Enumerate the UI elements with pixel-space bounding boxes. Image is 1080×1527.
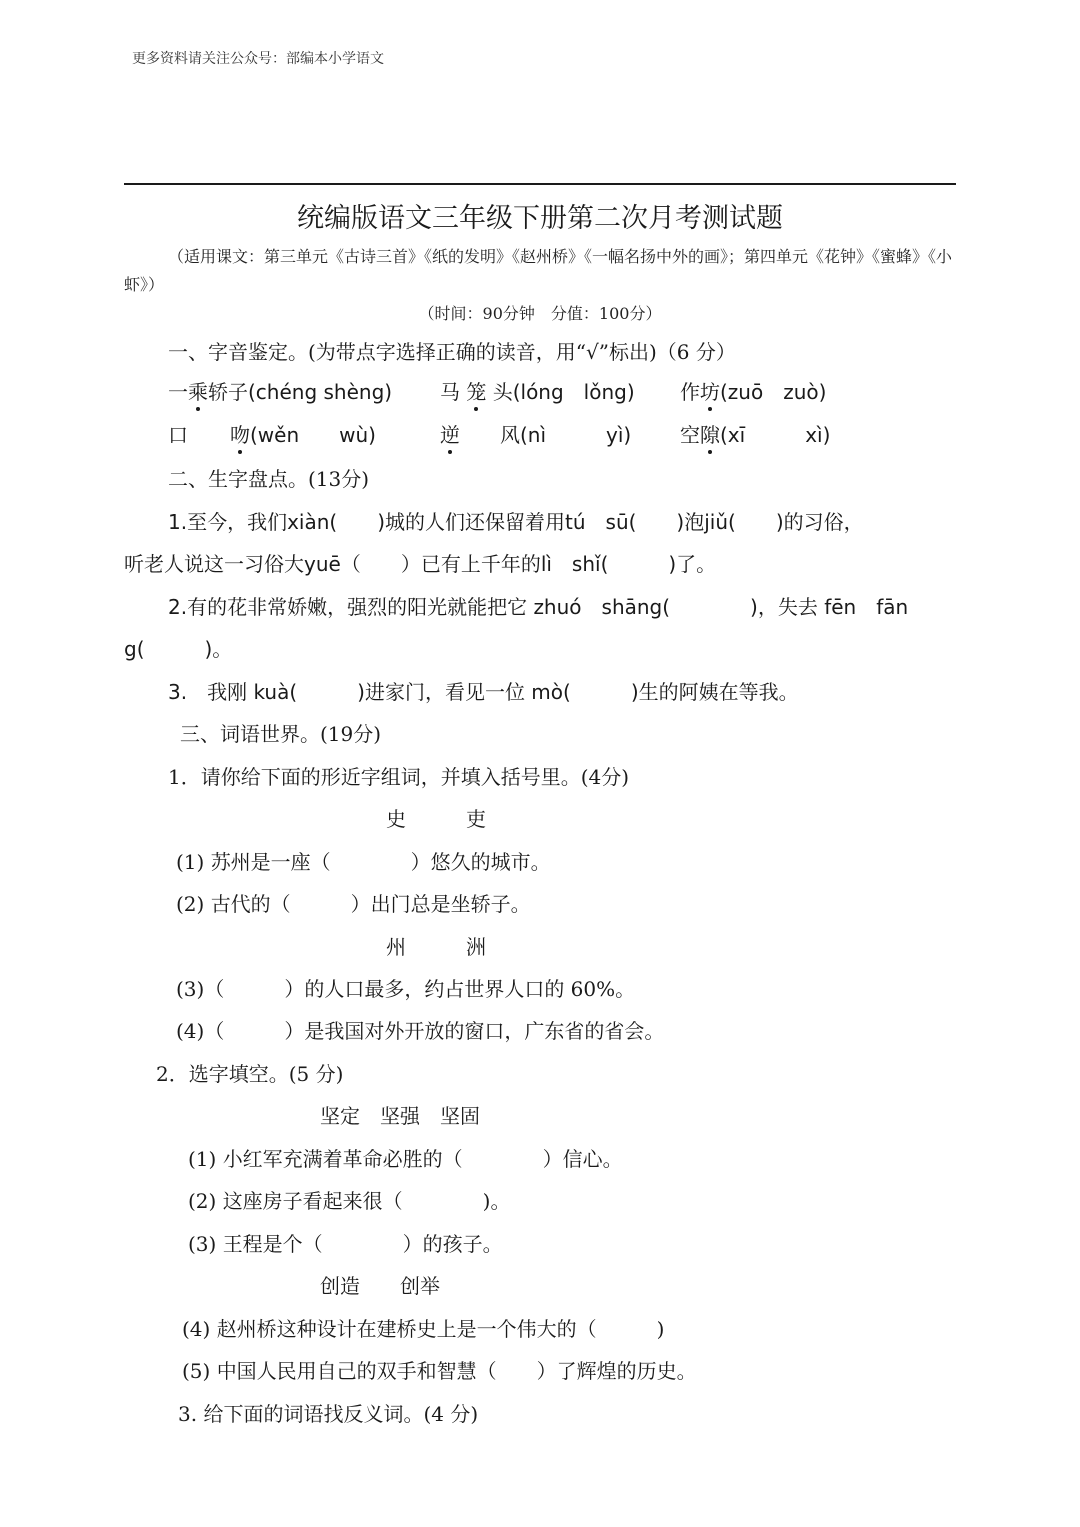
s2-q1-line2: 听老人说这一习俗大yuē（ ）已有上千年的lì shǐ( )了。 xyxy=(124,552,717,576)
page-title: 统编版语文三年级下册第二次月考测试题 xyxy=(297,203,783,234)
item-text: 一 xyxy=(168,380,188,404)
scope-note: （适用课文：第三单元《古诗三首》《纸的发明》《赵州桥》《一幅名扬中外的画》；第四单元《花钟》《蜜蜂》《小虾》） xyxy=(124,247,953,294)
s3-q2-s2: (2) 这座房子看起来很（ )。 xyxy=(188,1189,511,1213)
time-score: （时间：90分钟 分值：100分） xyxy=(418,304,662,323)
section1-heading: 一、字音鉴定。(为带点字选择正确的读音，用“√”标出)（6 分） xyxy=(168,340,736,364)
item-text: 轿子(chéng shèng) xyxy=(208,380,393,404)
item-text: 风(nì yì) xyxy=(460,423,632,447)
dotted-char: 笼 xyxy=(466,376,486,405)
header-note: 更多资料请关注公众号：部编本小学语文 xyxy=(132,51,384,67)
s3-q2-s1: (1) 小红军充满着革命必胜的（ ）信心。 xyxy=(188,1147,623,1171)
item-text: 头(lóng lǒng) xyxy=(486,380,635,404)
dotted-char: 坊 xyxy=(700,376,720,405)
item-text: 空 xyxy=(680,423,700,447)
section2-heading: 二、生字盘点。(13分) xyxy=(168,467,370,491)
s3-q2-s4: (4) 赵州桥这种设计在建桥史上是一个伟大的（ ) xyxy=(182,1317,665,1341)
dotted-char: 逆 xyxy=(440,419,460,448)
s2-q2-line2: g( )。 xyxy=(124,637,233,661)
s2-q2-line1: 2.有的花非常娇嫩，强烈的阳光就能把它 zhuó shāng( )，失去 fēn fān xyxy=(168,595,909,619)
s2-q1-line1: 1.至今，我们xiàn( )城的人们还保留着用tú sū( )泡jiǔ( )的习俗， xyxy=(168,510,864,534)
s3-q1-pair1: 史 吏 xyxy=(386,807,486,831)
section3-heading: 三、词语世界。(19分) xyxy=(180,722,382,746)
s3-q2-s3: (3) 王程是个（ ）的孩子。 xyxy=(188,1232,503,1256)
pinyin-item-6 xyxy=(680,419,830,448)
pinyin-item-5 xyxy=(440,419,631,448)
item-text: 作 xyxy=(680,380,700,404)
pinyin-item-2 xyxy=(440,376,635,405)
pinyin-item-1 xyxy=(168,376,392,405)
s3-q2-heading: 2．选字填空。(5 分) xyxy=(156,1062,344,1086)
s3-q2-s5: (5) 中国人民用自己的双手和智慧（ ）了辉煌的历史。 xyxy=(182,1359,697,1383)
s3-q2-words1: 坚定 坚强 坚固 xyxy=(320,1104,480,1128)
s2-q3: 3. 我刚 kuà( )进家门，看见一位 mò( )生的阿姨在等我。 xyxy=(168,680,799,704)
dotted-char: 乘 xyxy=(188,376,208,405)
item-text: 口 xyxy=(168,423,188,447)
s3-q2-words2: 创造 创举 xyxy=(320,1274,440,1298)
s3-q1-pair2: 州 洲 xyxy=(386,935,486,959)
item-text: 马 xyxy=(440,380,467,404)
item-text: (wěn wù) xyxy=(250,423,376,447)
item-text: (xī xì) xyxy=(720,423,831,447)
pinyin-item-3 xyxy=(680,376,826,405)
s3-q3-heading: 3. 给下面的词语找反义词。(4 分) xyxy=(178,1402,479,1426)
s3-q1-s4: (4)（ ）是我国对外开放的窗口，广东省的省会。 xyxy=(176,1019,665,1043)
item-text: (zuō zuò) xyxy=(720,380,827,404)
dotted-char: 隙 xyxy=(700,419,720,448)
s3-q1-s1: (1) 苏州是一座（ ）悠久的城市。 xyxy=(176,850,551,874)
s3-q1-s2: (2) 古代的（ ）出门总是坐轿子。 xyxy=(176,892,531,916)
header-rule xyxy=(124,183,956,185)
s3-q1-heading: 1．请你给下面的形近字组词，并填入括号里。(4分) xyxy=(168,765,630,789)
dotted-char: 吻 xyxy=(230,419,250,448)
pinyin-item-4 xyxy=(168,419,376,448)
s3-q1-s3: (3)（ ）的人口最多，约占世界人口的 60%。 xyxy=(176,977,636,1001)
